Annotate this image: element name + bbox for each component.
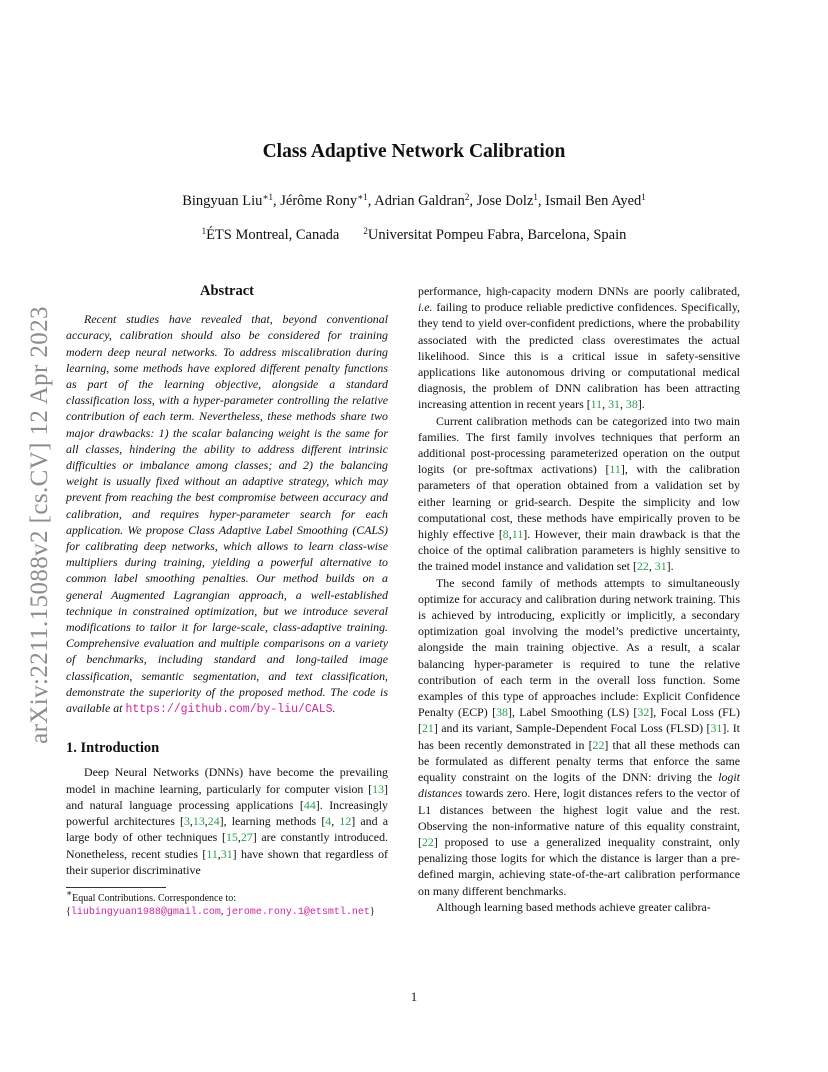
text-run: ]. However, their main drawback is that the choice of the optimal calibration parameters is highly sensitive to the trained model instance and validation set [: [418, 527, 740, 574]
abstract-body: [66, 311, 388, 718]
citation-link[interactable]: 31: [710, 721, 723, 736]
citation-link[interactable]: 11: [590, 397, 603, 412]
introduction-paragraph: [66, 764, 388, 877]
affiliation-marker: 1: [201, 226, 207, 236]
citation-link[interactable]: 21: [421, 721, 434, 736]
paper-title: Class Adaptive Network Calibration: [262, 141, 566, 162]
right-column-paragraph: [418, 413, 740, 575]
citation-link[interactable]: 31: [220, 846, 233, 861]
text-run: ,: [189, 814, 193, 829]
arxiv-identifier-text: arXiv:2211.15088v2 [cs.CV] 12 Apr 2023: [26, 306, 54, 744]
footnote-text: Equal Contributions. Correspondence to: {: [66, 892, 236, 917]
text-run: ], Focal Loss (FL) [: [418, 705, 741, 736]
citation-link[interactable]: 31: [608, 397, 620, 412]
citation-link[interactable]: 11: [206, 846, 218, 861]
text-run: ,: [619, 397, 626, 412]
footnote-end: }: [369, 905, 375, 917]
text-run: ] are constantly introduced. Nonetheless, recent studies [: [66, 830, 388, 861]
text-run: ] have shown that regardless of their superior discriminative: [66, 846, 388, 877]
right-column-paragraph: [418, 899, 740, 915]
text-run: Deep Neural Networks (DNNs) have become the prevailing model in machine learning, particularly for computer vision [: [66, 765, 388, 796]
citation-link[interactable]: 31: [654, 559, 667, 574]
text-run: ] and a large body of other techniques [: [66, 814, 388, 845]
author-name: Adrian Galdran: [374, 193, 465, 209]
code-repository-link[interactable]: https://github.com/by-liu/CALS: [125, 703, 333, 717]
author-affiliation-marker: 2: [464, 192, 470, 202]
left-column: [66, 283, 388, 919]
text-run: ]. Increasingly powerful architectures [: [66, 797, 388, 829]
page-number: 1: [410, 990, 418, 1004]
citation-link[interactable]: 11: [511, 527, 524, 542]
arxiv-identifier-stamp: [22, 290, 58, 760]
citation-link[interactable]: 13: [192, 814, 205, 829]
text-run: ], with the calibration parameters of that operation obtained from a validation set by either learning or grid-search. Despite the simplicity and low computational cost, these methods have empirically proven to be highly effective [: [418, 462, 740, 542]
right-column-paragraph: [418, 575, 740, 899]
citation-link[interactable]: 12: [339, 814, 352, 829]
text-run: towards zero. Here, logit distances refers to the vector of L1 distances between the highest logit value and the rest. Observing the non-informative nature of this equality constraint, [: [418, 786, 740, 849]
text-run: ,: [217, 846, 221, 861]
emphasis-text: i.e.: [418, 300, 433, 315]
affiliation-marker: 2: [363, 226, 368, 236]
citation-link[interactable]: 32: [637, 705, 650, 720]
email-link-liu[interactable]: liubingyuan1988@gmail.com: [70, 906, 221, 918]
citation-link[interactable]: 27: [240, 830, 253, 845]
author-name: Jérôme Rony: [280, 193, 358, 209]
text-run: ,: [237, 830, 241, 845]
text-run: ], Label Smoothing (LS) [: [507, 705, 638, 720]
text-run: ,: [508, 527, 512, 542]
citation-link[interactable]: 3: [183, 814, 190, 829]
author-name: Ismail Ben Ayed: [545, 193, 642, 209]
text-run: ] proposed to use a generalized inequality constraint, only penalizing those logits for which the distance is larger than a pre-defined margin, achieving state-of-the-art calibration performance on many different benchmarks.: [418, 834, 740, 898]
author-affiliation-marker: 1: [533, 192, 538, 202]
citation-link[interactable]: 22: [592, 737, 605, 752]
citation-link[interactable]: 38: [625, 397, 638, 412]
citation-link[interactable]: 22: [421, 834, 434, 849]
emphasis-text: logit distances: [418, 770, 740, 801]
author-affiliation-marker: ∗1: [357, 192, 368, 202]
footnote-separator: ,: [220, 905, 226, 917]
text-run: ,: [602, 397, 609, 412]
author-name: Jose Dolz: [476, 193, 534, 209]
text-run: Current calibration methods can be categorized into two main families. The first family involves techniques that perform an additional post-processing parameterized operation on the output logits (or pre-softmax activations) [: [418, 413, 740, 477]
text-run: ], learning methods [: [219, 814, 326, 829]
footnote: [66, 887, 388, 919]
text-run: ] and natural language processing applications [: [66, 781, 388, 812]
text-run: performance, high-capacity modern DNNs are poorly calibrated,: [418, 284, 740, 298]
introduction-heading: 1. Introduction: [66, 740, 160, 757]
text-run: ] and its variant, Sample-Dependent Focal Loss (FLSD) [: [433, 721, 711, 736]
citation-link[interactable]: 44: [303, 797, 316, 812]
abstract-text: Recent studies have revealed that, beyond conventional accuracy, calibration should also be considered for training modern deep neural networks. To address miscalibration during learning, some methods have explored different penalty functions as part of the learning objective, alongside a standard classification loss, with a hyper-parameter controlling the relative contribution of each term. Nevertheless, these methods share two major drawbacks: 1) the scalar balancing weight is the same for all classes, hindering the ability to address different intrinsic difficulties or imbalance among classes; and 2) the balancing weight is usually fixed without an adaptive strategy, which may prevent from reaching the best compromise between accuracy and calibration, and requires hyper-parameter search for each application. We propose Class Adaptive Label Smoothing (CALS) for calibrating deep networks, which allows to learn class-wise multipliers during training, yielding a powerful alternative to common label smoothing penalties. Our method builds on a general Augmented Lagrangian approach, a well-established technique in constrained optimization, but we introduce several modifications to tailor it for large-scale, class-adaptive training. Comprehensive evaluation and multiple comparisons on a variety of benchmarks, including standard and long-tailed image classification, semantic segmentation, and text classification, demonstrate the superiority of the proposed method. The code is available at: [66, 312, 388, 716]
text-run: ].: [666, 559, 674, 574]
citation-link[interactable]: 22: [636, 559, 649, 574]
text-run: ].: [637, 397, 645, 412]
right-column: [418, 283, 740, 915]
affiliation-list: [0, 227, 828, 244]
text-run: ,: [204, 814, 208, 829]
author-name: Bingyuan Liu: [182, 193, 263, 209]
footnote-marker: ∗: [66, 887, 73, 898]
affiliation-name: ÉTS Montreal, Canada: [206, 227, 340, 243]
text-run: Although learning based methods achieve greater calibra-: [436, 899, 711, 914]
text-run: The second family of methods attempts to simultaneously optimize for accuracy and calibration during network training. This is achieved by introducing, explicitly or implicitly, a secondary optimization goal involving the model’s predictive uncertainty, alongside the main training objective. As a result, a scalar balancing hyper-parameter is required to tune the relative contribution of each term in the overall loss function. Some examples of this type of approaches include: Explicit Confidence Penalty (ECP) [: [418, 575, 740, 720]
text-run: ,: [648, 559, 655, 574]
abstract-heading: Abstract: [200, 283, 254, 299]
citation-link[interactable]: 8: [502, 527, 509, 542]
affiliation-name: Universitat Pompeu Fabra, Barcelona, Spain: [367, 227, 627, 243]
author-list: Bingyuan Liu$^{∗1}$, Jérôme Rony$^{∗1}$, Adrian Galdran$^2$, Jose Dolz$^1$, Ismail Ben Ayed$^1$: [182, 192, 646, 209]
text-run: ] that all these methods can be formulated as different penalty terms that enforce the same equality constraint on the logits of the DNN: driving the: [418, 737, 740, 785]
citation-link[interactable]: 24: [207, 814, 220, 829]
text-run: ]. It has been recently demonstrated in [: [418, 721, 740, 752]
footnote-divider: [66, 887, 166, 888]
right-column-paragraph: [418, 283, 740, 413]
citation-link[interactable]: 15: [225, 830, 238, 845]
text-run: failing to produce reliable predictive confidences. Specifically, they tend to yield over-confident predictions, where the probability associated with the predicted class overestimates the actual likelihood. Since this is a critical issue in safety-sensitive applications like autonomous driving or computational medical diagnosis, the problem of DNN calibration has been attracting increasing attention in recent years [: [418, 300, 740, 412]
citation-link[interactable]: 4: [325, 814, 332, 829]
abstract-end: .: [332, 701, 336, 716]
citation-link[interactable]: 38: [496, 705, 508, 720]
email-link-rony[interactable]: jerome.rony.1@etsmtl.net: [225, 906, 370, 918]
citation-link[interactable]: 11: [609, 462, 621, 477]
author-affiliation-marker: ∗1: [262, 192, 273, 202]
text-run: ,: [331, 814, 340, 829]
citation-link[interactable]: 13: [372, 781, 385, 796]
author-affiliation-marker: 1: [641, 192, 646, 202]
